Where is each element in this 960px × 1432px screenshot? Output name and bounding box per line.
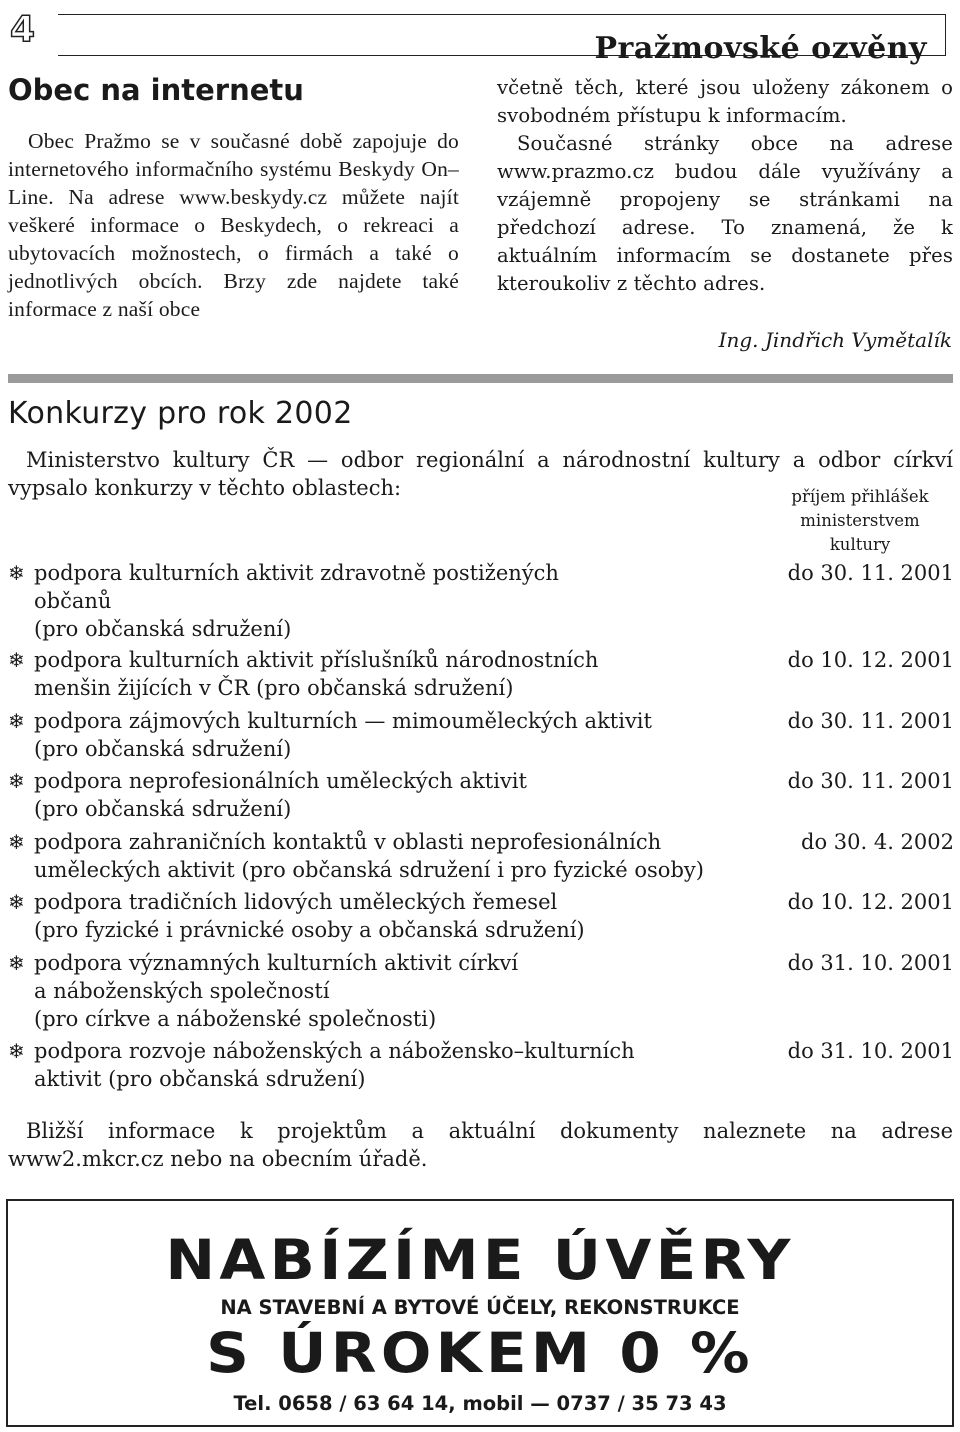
- grant-description: podpora zájmových kulturních — mimouměleckých aktivit (pro občanská sdružení): [34, 709, 652, 761]
- snowflake-bullet-icon: ❄: [8, 769, 25, 793]
- grant-description: podpora neprofesionálních uměleckých aktivit (pro občanská sdružení): [34, 769, 527, 821]
- grant-deadline: do 30. 11. 2001: [787, 769, 954, 793]
- page-number: 4: [10, 9, 36, 50]
- snowflake-bullet-icon: ❄: [8, 951, 25, 975]
- article-right-paragraph-2: Současné stránky obce na adrese www.prazmo.cz budou dále využívány a vzájemně propojeny se stránkami na předchozí adrese. To znamená, že k aktuálním informacím se dostanete přes kteroukoliv z těchto adres.: [497, 132, 953, 295]
- deadline-column-header: příjem přihlášek ministerstvem kultury: [791, 487, 929, 554]
- snowflake-bullet-icon: ❄: [8, 648, 25, 672]
- article-author: Ing. Jindřich Vymětalík: [718, 328, 952, 352]
- grant-deadline: do 10. 12. 2001: [787, 890, 954, 914]
- snowflake-bullet-icon: ❄: [8, 709, 25, 733]
- section-title-internet: Obec na internetu: [8, 73, 304, 107]
- article-left-column: Obec Pražmo se v současné době zapojuje do internetového informačního systému Beskydy On–Line. Na adrese www.beskydy.cz můžete najít veškeré informace o Beskydech, o rekreaci a ubytovacích možnostech, o firmách a také o jednotlivých obcích. Brzy zde najdete také informace z naší obce: [8, 129, 459, 321]
- advert-interest-rate: S ÚROKEM 0 %: [206, 1321, 754, 1385]
- grant-description: podpora významných kulturních aktivit církví a náboženských společností (pro církve a náboženské společnosti): [34, 951, 519, 1031]
- snowflake-bullet-icon: ❄: [8, 830, 25, 854]
- grant-deadline: do 30. 11. 2001: [787, 709, 954, 733]
- grant-deadline: do 30. 4. 2002: [801, 830, 954, 854]
- snowflake-bullet-icon: ❄: [8, 890, 25, 914]
- grant-deadline: do 10. 12. 2001: [787, 648, 954, 672]
- article-right-column: [497, 74, 953, 298]
- section-divider: [8, 374, 953, 383]
- publication-title: Pražmovské ozvěny: [594, 31, 927, 66]
- grant-deadline: do 30. 11. 2001: [787, 561, 954, 585]
- advert-contact: Tel. 0658 / 63 64 14, mobil — 0737 / 35 73 43: [233, 1392, 727, 1415]
- grant-description: podpora kulturních aktivit zdravotně postižených občanů (pro občanská sdružení): [34, 561, 559, 641]
- grant-description: podpora zahraničních kontaktů v oblasti neprofesionálních uměleckých aktivit (pro občanská sdružení i pro fyzické osoby): [34, 830, 704, 882]
- snowflake-bullet-icon: ❄: [8, 561, 25, 585]
- grant-description: podpora tradičních lidových uměleckých řemesel (pro fyzické i právnické osoby a občanská sdružení): [34, 890, 585, 942]
- grant-deadline: do 31. 10. 2001: [787, 1039, 954, 1063]
- grant-description: podpora kulturních aktivit příslušníků národnostních menšin žijících v ČR (pro občanská sdružení): [34, 648, 599, 700]
- masthead-box: [58, 14, 946, 66]
- grants-intro: Ministerstvo kultury ČR — odbor regionální a národnostní kultury a odbor církví vypsalo konkurzy v těchto oblastech:: [8, 448, 953, 500]
- advert-subline: NA STAVEBNÍ A BYTOVÉ ÚČELY, REKONSTRUKCE: [220, 1296, 740, 1319]
- grant-deadline: do 31. 10. 2001: [787, 951, 954, 975]
- advert-headline: NABÍZÍME ÚVĚRY: [165, 1228, 795, 1292]
- grants-footer-note: Bližší informace k projektům a aktuální dokumenty naleznete na adrese www2.mkcr.cz nebo na obecním úřadě.: [8, 1119, 953, 1171]
- section-title-grants: Konkurzy pro rok 2002: [8, 396, 353, 431]
- article-right-paragraph-1: včetně těch, které jsou uloženy zákonem o svobodném přístupu k informacím.: [497, 76, 953, 127]
- loan-advert: [6, 1199, 954, 1427]
- grant-description: podpora rozvoje náboženských a nábožensko–kulturních aktivit (pro občanská sdružení): [34, 1039, 635, 1091]
- snowflake-bullet-icon: ❄: [8, 1039, 25, 1063]
